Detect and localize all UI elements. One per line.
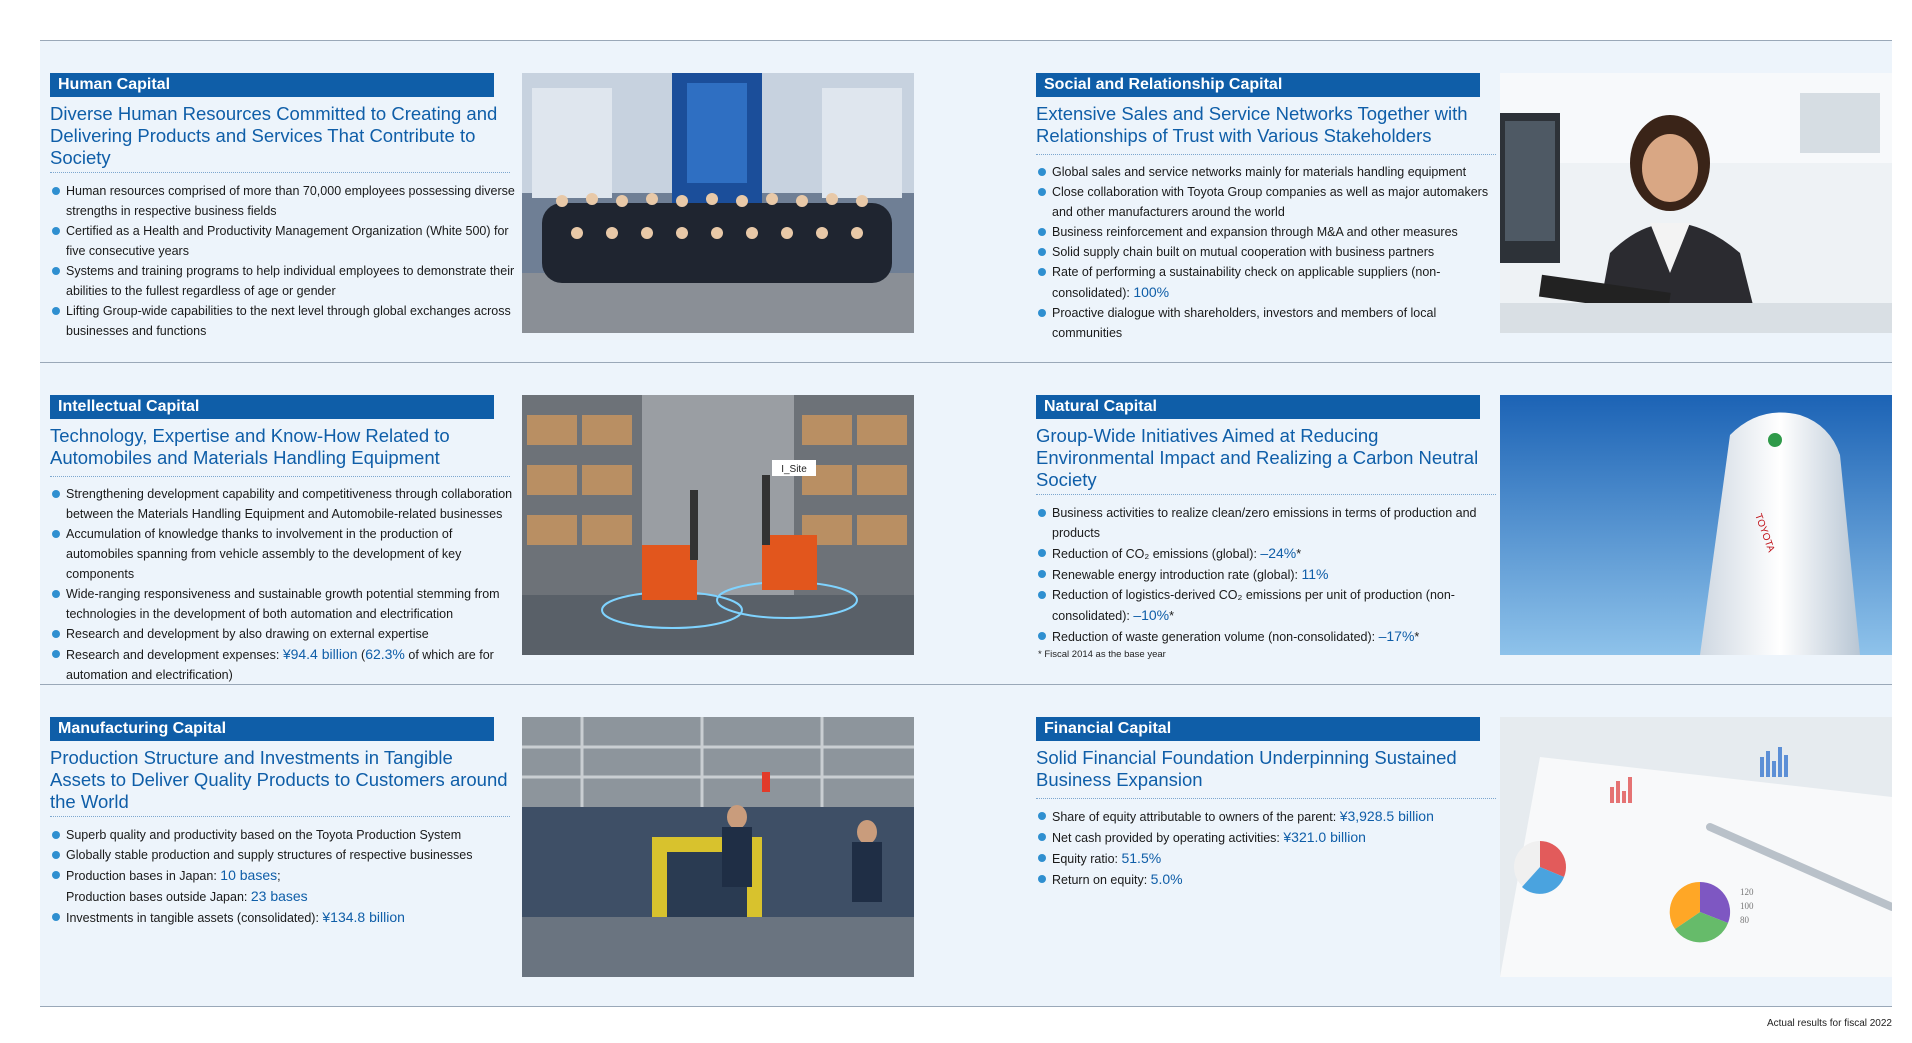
bullet-dot-icon [52, 913, 60, 921]
warehouse-photo [522, 395, 914, 655]
list-item: Strengthening development capability and competitiveness through collaboration between the Materials Handling Equipment and Automobile-related businesses [50, 484, 515, 524]
human-capital-section [40, 41, 960, 362]
bottom-rule [40, 1006, 1892, 1007]
bullet-dot-icon [52, 307, 60, 315]
list-item: Lifting Group-wide capabilities to the next level through global exchanges across businesses and functions [50, 301, 515, 341]
bullet-dot-icon [1038, 248, 1046, 256]
bullet-dot-icon [52, 630, 60, 638]
bullet-list [50, 825, 515, 928]
list-item: Wide-ranging responsiveness and sustainable growth potential stemming from technologies in the development of both automation and electrification [50, 584, 515, 624]
list-item: Human resources comprised of more than 70,000 employees possessing diverse strengths in respective business fields [50, 181, 515, 221]
biogas-tank-photo [1500, 395, 1892, 655]
section-tag: Intellectual Capital [50, 395, 494, 419]
axis-number: 100 [1740, 901, 1754, 911]
bullet-dot-icon [52, 590, 60, 598]
factory-photo [522, 717, 914, 977]
dotted-divider [50, 476, 510, 477]
list-item: Business activities to realize clean/zero emissions in terms of production and products [1036, 503, 1501, 543]
list-item: Equity ratio: 51.5% [1036, 848, 1501, 869]
call-center-photo [1500, 73, 1892, 333]
footer-note: Actual results for fiscal 2022 [1766, 1018, 1892, 1029]
bullet-dot-icon [52, 650, 60, 658]
dotted-divider [1036, 798, 1496, 799]
bullet-dot-icon [52, 871, 60, 879]
list-item: Superb quality and productivity based on the Toyota Production System [50, 825, 515, 845]
group-photo [522, 73, 914, 333]
list-item: Share of equity attributable to owners of the parent: ¥3,928.5 billion [1036, 806, 1501, 827]
bullet-dot-icon [1038, 168, 1046, 176]
natural-capital-section [1026, 363, 1892, 684]
row-1 [40, 41, 1892, 362]
dotted-divider [50, 172, 510, 173]
bullet-dot-icon [1038, 854, 1046, 862]
list-item: Close collaboration with Toyota Group companies as well as major automakers and other manufacturers around the world [1036, 182, 1501, 222]
bullet-dot-icon [52, 227, 60, 235]
bullet-dot-icon [1038, 228, 1046, 236]
bullet-dot-icon [1038, 833, 1046, 841]
list-item: Research and development by also drawing on external expertise [50, 624, 515, 644]
footnote: * Fiscal 2014 as the base year [1038, 649, 1166, 660]
intellectual-capital-section [40, 363, 960, 684]
bullet-dot-icon [52, 530, 60, 538]
bullet-list [50, 484, 515, 685]
section-tag: Financial Capital [1036, 717, 1480, 741]
list-item: Global sales and service networks mainly for materials handling equipment [1036, 162, 1501, 182]
list-item: Certified as a Health and Productivity Management Organization (White 500) for five consecutive years [50, 221, 515, 261]
section-heading: Solid Financial Foundation Underpinning Sustained Business Expansion [1036, 747, 1457, 790]
bullet-dot-icon [52, 187, 60, 195]
list-item: Research and development expenses: ¥94.4 billion (62.3% of which are for automation and electrification) [50, 644, 515, 685]
bullet-dot-icon [1038, 309, 1046, 317]
section-tag: Human Capital [50, 73, 494, 97]
financial-charts-photo [1500, 717, 1892, 977]
list-item: Rate of performing a sustainability check on applicable suppliers (non-consolidated): 100% [1036, 262, 1501, 303]
section-tag: Manufacturing Capital [50, 717, 494, 741]
bullet-list [1036, 162, 1501, 343]
section-tag: Social and Relationship Capital [1036, 73, 1480, 97]
section-heading: Production Structure and Investments in Tangible Assets to Deliver Quality Products to Customers around the World [50, 747, 508, 812]
list-item: Globally stable production and supply structures of respective businesses [50, 845, 515, 865]
bullet-dot-icon [1038, 591, 1046, 599]
bullet-list [50, 181, 515, 341]
dotted-divider [1036, 494, 1496, 495]
bullet-dot-icon [52, 490, 60, 498]
section-heading: Group-Wide Initiatives Aimed at Reducing Environmental Impact and Realizing a Carbon Neutral Society [1036, 425, 1479, 490]
bullet-dot-icon [1038, 632, 1046, 640]
bullet-dot-icon [1038, 188, 1046, 196]
bullet-dot-icon [1038, 570, 1046, 578]
financial-capital-section [1026, 685, 1892, 1006]
bullet-dot-icon [1038, 509, 1046, 517]
list-item: Renewable energy introduction rate (global): 11% [1036, 564, 1501, 585]
list-item: Investments in tangible assets (consolidated): ¥134.8 billion [50, 907, 515, 928]
bullet-dot-icon [1038, 812, 1046, 820]
list-item: Accumulation of knowledge thanks to involvement in the production of automobiles spanning from vehicle assembly to the development of key components [50, 524, 515, 584]
bullet-dot-icon [1038, 875, 1046, 883]
bullet-list [1036, 806, 1501, 890]
bullet-list [1036, 503, 1501, 647]
list-item: Production bases outside Japan: 23 bases [66, 888, 308, 904]
social-capital-section [1026, 41, 1892, 362]
list-item: Reduction of logistics-derived CO₂ emissions per unit of production (non-consolidated): –10%* [1036, 585, 1501, 626]
section-heading: Extensive Sales and Service Networks Together with Relationships of Trust with Various Stakeholders [1036, 103, 1468, 146]
bullet-dot-icon [52, 851, 60, 859]
axis-number: 120 [1740, 887, 1754, 897]
section-tag: Natural Capital [1036, 395, 1480, 419]
list-item: Net cash provided by operating activities: ¥321.0 billion [1036, 827, 1501, 848]
row-3 [40, 685, 1892, 1006]
tank-label: TOYOTA [1752, 512, 1777, 554]
list-item: Business reinforcement and expansion through M&A and other measures [1036, 222, 1501, 242]
list-item: Systems and training programs to help individual employees to demonstrate their abilities to the fullest regardless of age or gender [50, 261, 515, 301]
list-item: Solid supply chain built on mutual cooperation with business partners [1036, 242, 1501, 262]
bullet-dot-icon [1038, 268, 1046, 276]
sign-label: I_Site [781, 464, 807, 475]
axis-number: 80 [1740, 915, 1749, 925]
bullet-dot-icon [1038, 549, 1046, 557]
section-heading: Diverse Human Resources Committed to Creating and Delivering Products and Services That Contribute to Society [50, 103, 498, 168]
list-item: Reduction of CO₂ emissions (global): –24%* [1036, 543, 1501, 564]
manufacturing-capital-section [40, 685, 960, 1006]
dotted-divider [50, 816, 510, 817]
list-item: Reduction of waste generation volume (non-consolidated): –17%* [1036, 626, 1501, 647]
list-item: Return on equity: 5.0% [1036, 869, 1501, 890]
bullet-dot-icon [52, 831, 60, 839]
list-item: Proactive dialogue with shareholders, investors and members of local communities [1036, 303, 1501, 343]
row-2 [40, 363, 1892, 684]
section-heading: Technology, Expertise and Know-How Related to Automobiles and Materials Handling Equipment [50, 425, 450, 468]
bullet-dot-icon [52, 267, 60, 275]
list-item: Production bases in Japan: 10 bases; [50, 865, 515, 886]
dotted-divider [1036, 154, 1496, 155]
